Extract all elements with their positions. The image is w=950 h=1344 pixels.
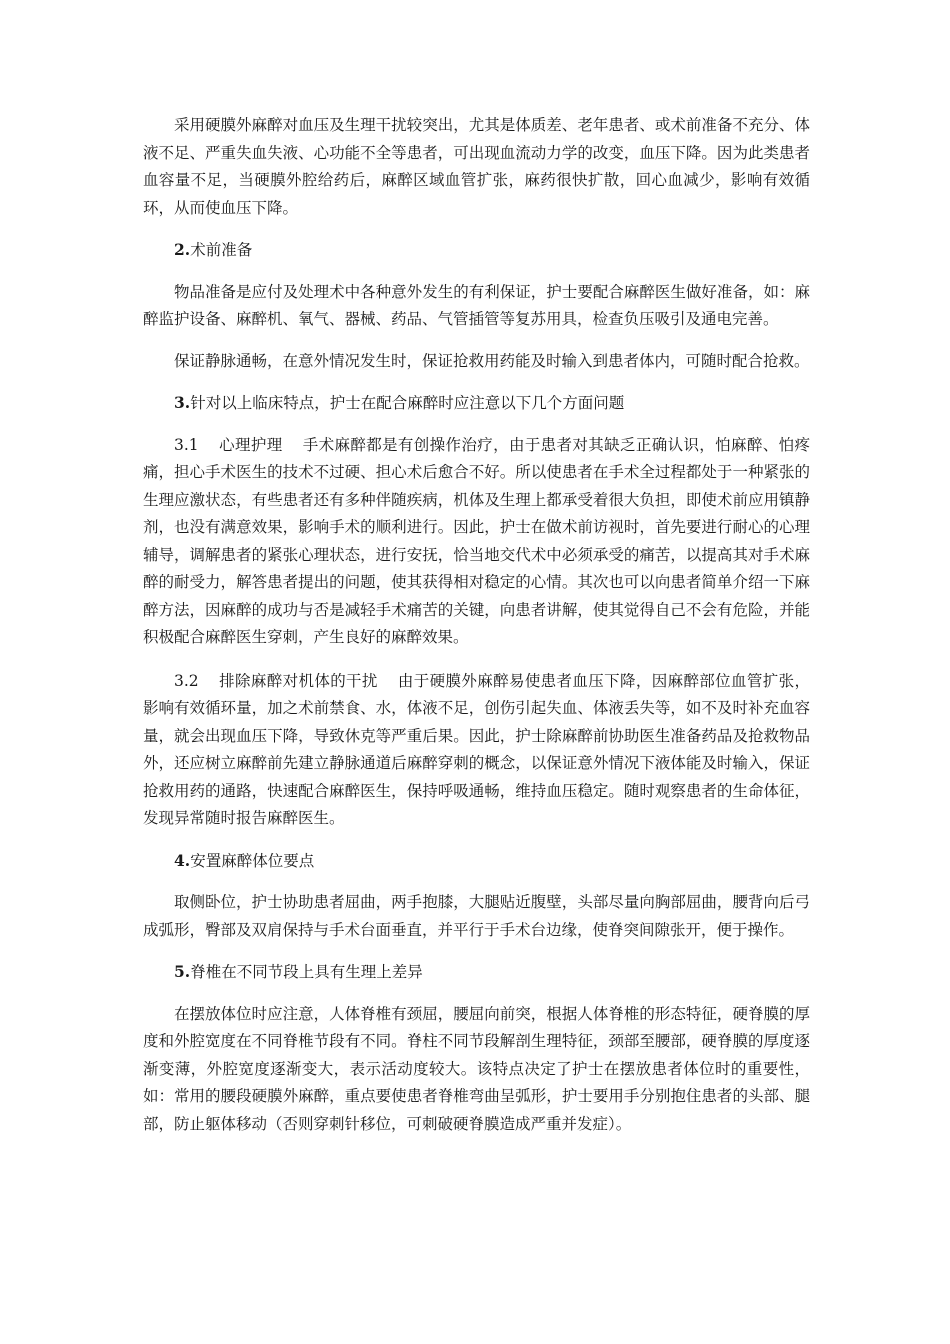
section-title: 安置麻醉体位要点	[190, 851, 315, 870]
section-title: 针对以上临床特点，护士在配合麻醉时应注意以下几个方面问题	[190, 394, 625, 412]
section-number: 2.	[174, 240, 191, 259]
section-title: 脊椎在不同节段上具有生理上差异	[190, 963, 423, 981]
subsection-number: 3.2	[174, 671, 199, 690]
subsection-text: 手术麻醉都是有创操作治疗，由于患者对其缺乏正确认识，怕麻醉、怕疼痛，担心手术医生的技术不过硬、担心术后愈合不好。所以使患者在手术全过程都处于一种紧张的生理应激状态，有些患者还有多种伴随疾病，机体及生理上都承受着很大负担，即使术前应用镇静剂，也没有满意效果，影响手术的顺利进行。因此，护士在做术前访视时，首先要进行耐心的心理辅导，调解患者的紧张心理状态，进行安抚，恰当地交代术中必须承受的痛苦，以提高其对手术麻醉的耐受力，解答患者提出的问题，使其获得相对稳定的心情。其次也可以向患者简单介绍一下麻醉方法，因麻醉的成功与否是减轻手术痛苦的关键，向患者讲解，使其觉得自己不会有危险，并能积极配合麻醉医生穿刺，产生良好的麻醉效果。	[143, 435, 810, 646]
section-title: 术前准备	[190, 241, 253, 259]
section-heading-5	[143, 958, 810, 987]
paragraph: 物品准备是应付及处理术中各种意外发生的有利保证，护士要配合麻醉医生做好准备，如：麻醉监护设备、麻醉机、氧气、器械、药品、气管插管等复苏用具，检查负压吸引及通电完善。	[143, 282, 810, 328]
subsection-number: 3.1	[174, 435, 199, 454]
section-number: 5.	[174, 962, 191, 981]
section-heading-4	[143, 847, 810, 876]
paragraph: 在摆放体位时应注意，人体脊椎有颈屈，腰屈向前突，根据人体脊椎的形态特征，硬脊膜的厚度和外腔宽度在不同脊椎节段有不同。脊柱不同节段解剖生理特征，颈部至腰部，硬脊膜的厚度逐渐变薄，外腔宽度逐渐变大，表示活动度较大。该特点决定了护士在摆放患者体位时的重要性，如：常用的腰段硬膜外麻醉，重点要使患者脊椎弯曲呈弧形，护士要用手分别抱住患者的头部、腿部，防止躯体移动（否则穿刺针移位，可刺破硬脊膜造成严重并发症）。	[143, 1004, 810, 1133]
section-number: 3.	[174, 393, 191, 412]
section-number: 4.	[174, 850, 191, 870]
subsection-3-2	[143, 668, 810, 833]
document-body	[143, 112, 810, 1138]
subsection-text: 由于硬膜外麻醉易使患者血压下降，因麻醉部位血管扩张，影响有效循环量，加之术前禁食、水，体液不足，创伤引起失血、体液丢失等，如不及时补充血容量，就会出现血压下降，导致休克等严重后果。因此，护士除麻醉前协助医生准备药品及抢救物品外，还应树立麻醉前先建立静脉通道后麻醉穿刺的概念，以保证意外情况下液体能及时输入，保证抢救用药的通路，快速配合麻醉医生，保持呼吸通畅，维持血压稳定。随时观察患者的生命体征，发现异常随时报告麻醉医生。	[143, 671, 810, 827]
paragraph: 保证静脉通畅，在意外情况发生时，保证抢救用药能及时输入到患者体内，可随时配合抢救。	[174, 351, 810, 370]
paragraph: 采用硬膜外麻醉对血压及生理干扰较突出，尤其是体质差、老年患者、或术前准备不充分、体液不足、严重失血失液、心功能不全等患者，可出现血流动力学的改变，血压下降。因为此类患者血容量不足，当硬膜外腔给药后，麻醉区域血管扩张，麻药很快扩散，回心血减少，影响有效循环，从而使血压下降。	[143, 116, 810, 217]
subsection-3-1	[143, 432, 810, 652]
section-heading-3	[143, 389, 810, 418]
subsection-label: 排除麻醉对机体的干扰	[218, 671, 378, 690]
subsection-label: 心理护理	[218, 435, 283, 454]
section-heading-2	[143, 236, 810, 265]
paragraph: 取侧卧位，护士协助患者屈曲，两手抱膝，大腿贴近腹壁，头部尽量向胸部屈曲，腰背向后弓成弧形，臀部及双肩保持与手术台面垂直，并平行于手术台边缘，使脊突间隙张开，便于操作。	[143, 893, 810, 939]
